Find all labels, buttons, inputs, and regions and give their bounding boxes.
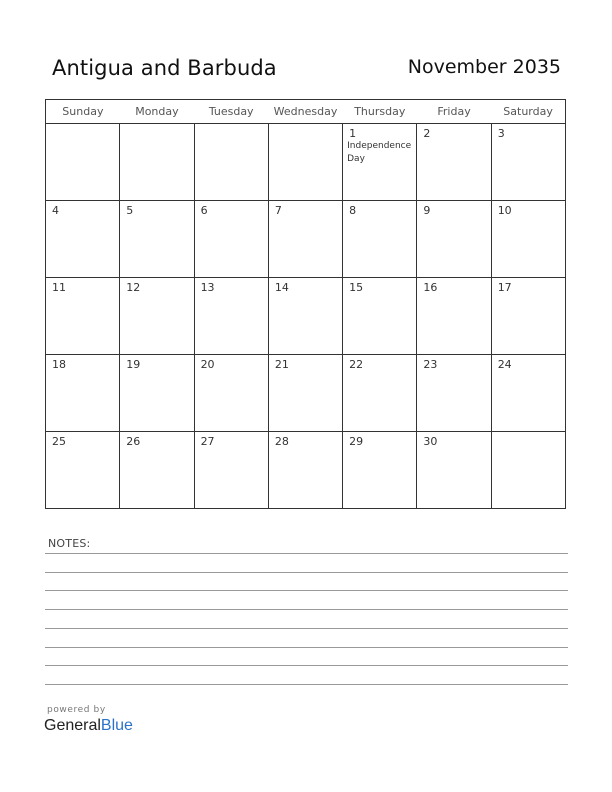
day-cell bbox=[417, 201, 491, 278]
day-cell bbox=[120, 432, 194, 509]
day-cell bbox=[46, 124, 120, 201]
day-cell bbox=[343, 432, 417, 509]
day-cell bbox=[268, 432, 342, 509]
day-number: 20 bbox=[200, 358, 215, 371]
day-cell bbox=[417, 124, 491, 201]
day-cell bbox=[268, 124, 342, 201]
day-cell bbox=[268, 355, 342, 432]
weekday-monday: Monday bbox=[120, 100, 194, 124]
note-line bbox=[45, 590, 568, 591]
day-number: 19 bbox=[126, 358, 141, 371]
day-number: 26 bbox=[126, 435, 141, 448]
note-line bbox=[45, 628, 568, 629]
day-number: 6 bbox=[200, 204, 208, 217]
day-number: 4 bbox=[52, 204, 59, 217]
day-number: 29 bbox=[349, 435, 364, 448]
day-number: 8 bbox=[349, 204, 357, 217]
day-cell bbox=[491, 432, 565, 509]
notes-label: NOTES: bbox=[48, 537, 91, 550]
day-number: 22 bbox=[349, 358, 364, 371]
day-cell bbox=[491, 124, 565, 201]
country-title: Antigua and Barbuda bbox=[52, 56, 277, 80]
day-number: 3 bbox=[497, 127, 505, 140]
note-line bbox=[45, 572, 568, 573]
weekday-tuesday: Tuesday bbox=[194, 100, 268, 124]
weekday-header-row bbox=[46, 100, 566, 124]
weekday-thursday: Thursday bbox=[343, 100, 417, 124]
day-number: 16 bbox=[423, 281, 438, 294]
note-line bbox=[45, 665, 568, 666]
note-line bbox=[45, 647, 568, 648]
day-number: 14 bbox=[274, 281, 289, 294]
day-cell bbox=[120, 278, 194, 355]
day-cell bbox=[194, 201, 268, 278]
calendar-grid bbox=[45, 99, 566, 509]
day-cell bbox=[46, 355, 120, 432]
day-number: 10 bbox=[497, 204, 512, 217]
day-cell bbox=[491, 278, 565, 355]
week-row bbox=[46, 355, 566, 432]
day-number: 7 bbox=[274, 204, 282, 217]
brand-blue: Blue bbox=[100, 717, 133, 734]
day-cell bbox=[46, 278, 120, 355]
weekday-saturday: Saturday bbox=[491, 100, 565, 124]
day-cell bbox=[194, 124, 268, 201]
day-number: 1 bbox=[349, 127, 357, 140]
day-cell bbox=[120, 355, 194, 432]
day-cell bbox=[343, 355, 417, 432]
day-number: 15 bbox=[349, 281, 364, 294]
day-number: 5 bbox=[126, 204, 134, 217]
day-cell bbox=[268, 201, 342, 278]
note-line bbox=[45, 609, 568, 610]
day-number: 18 bbox=[52, 358, 66, 371]
brand-general: General bbox=[44, 717, 101, 734]
day-cell bbox=[417, 355, 491, 432]
day-number: 28 bbox=[274, 435, 289, 448]
powered-by-label: powered by bbox=[47, 705, 106, 715]
day-cell bbox=[46, 432, 120, 509]
day-number: 21 bbox=[274, 358, 289, 371]
day-cell bbox=[120, 201, 194, 278]
day-cell bbox=[268, 278, 342, 355]
week-row bbox=[46, 432, 566, 509]
day-number: 27 bbox=[200, 435, 215, 448]
week-row bbox=[46, 124, 566, 201]
day-cell bbox=[194, 355, 268, 432]
week-row bbox=[46, 278, 566, 355]
weekday-wednesday: Wednesday bbox=[268, 100, 342, 124]
day-cell bbox=[120, 124, 194, 201]
day-cell bbox=[194, 278, 268, 355]
day-cell bbox=[343, 201, 417, 278]
holiday-event: Independence Day bbox=[347, 141, 412, 164]
day-number: 12 bbox=[126, 281, 141, 294]
day-number: 30 bbox=[423, 435, 438, 448]
day-number: 25 bbox=[52, 435, 66, 448]
day-number: 11 bbox=[52, 281, 66, 294]
day-cell bbox=[343, 278, 417, 355]
day-cell bbox=[417, 278, 491, 355]
day-number: 13 bbox=[200, 281, 215, 294]
day-number: 23 bbox=[423, 358, 438, 371]
week-row bbox=[46, 201, 566, 278]
weekday-friday: Friday bbox=[417, 100, 491, 124]
note-line bbox=[45, 553, 568, 554]
day-cell bbox=[46, 201, 120, 278]
day-number: 9 bbox=[423, 204, 431, 217]
day-number: 2 bbox=[423, 127, 431, 140]
day-cell bbox=[491, 201, 565, 278]
day-cell bbox=[343, 124, 417, 201]
generalblue-logo bbox=[44, 717, 133, 735]
day-cell bbox=[194, 432, 268, 509]
weekday-sunday: Sunday bbox=[46, 100, 120, 124]
day-cell bbox=[491, 355, 565, 432]
day-cell bbox=[417, 432, 491, 509]
month-title: November 2035 bbox=[407, 56, 561, 78]
note-line bbox=[45, 684, 568, 685]
day-number: 17 bbox=[497, 281, 512, 294]
day-number: 24 bbox=[497, 358, 512, 371]
